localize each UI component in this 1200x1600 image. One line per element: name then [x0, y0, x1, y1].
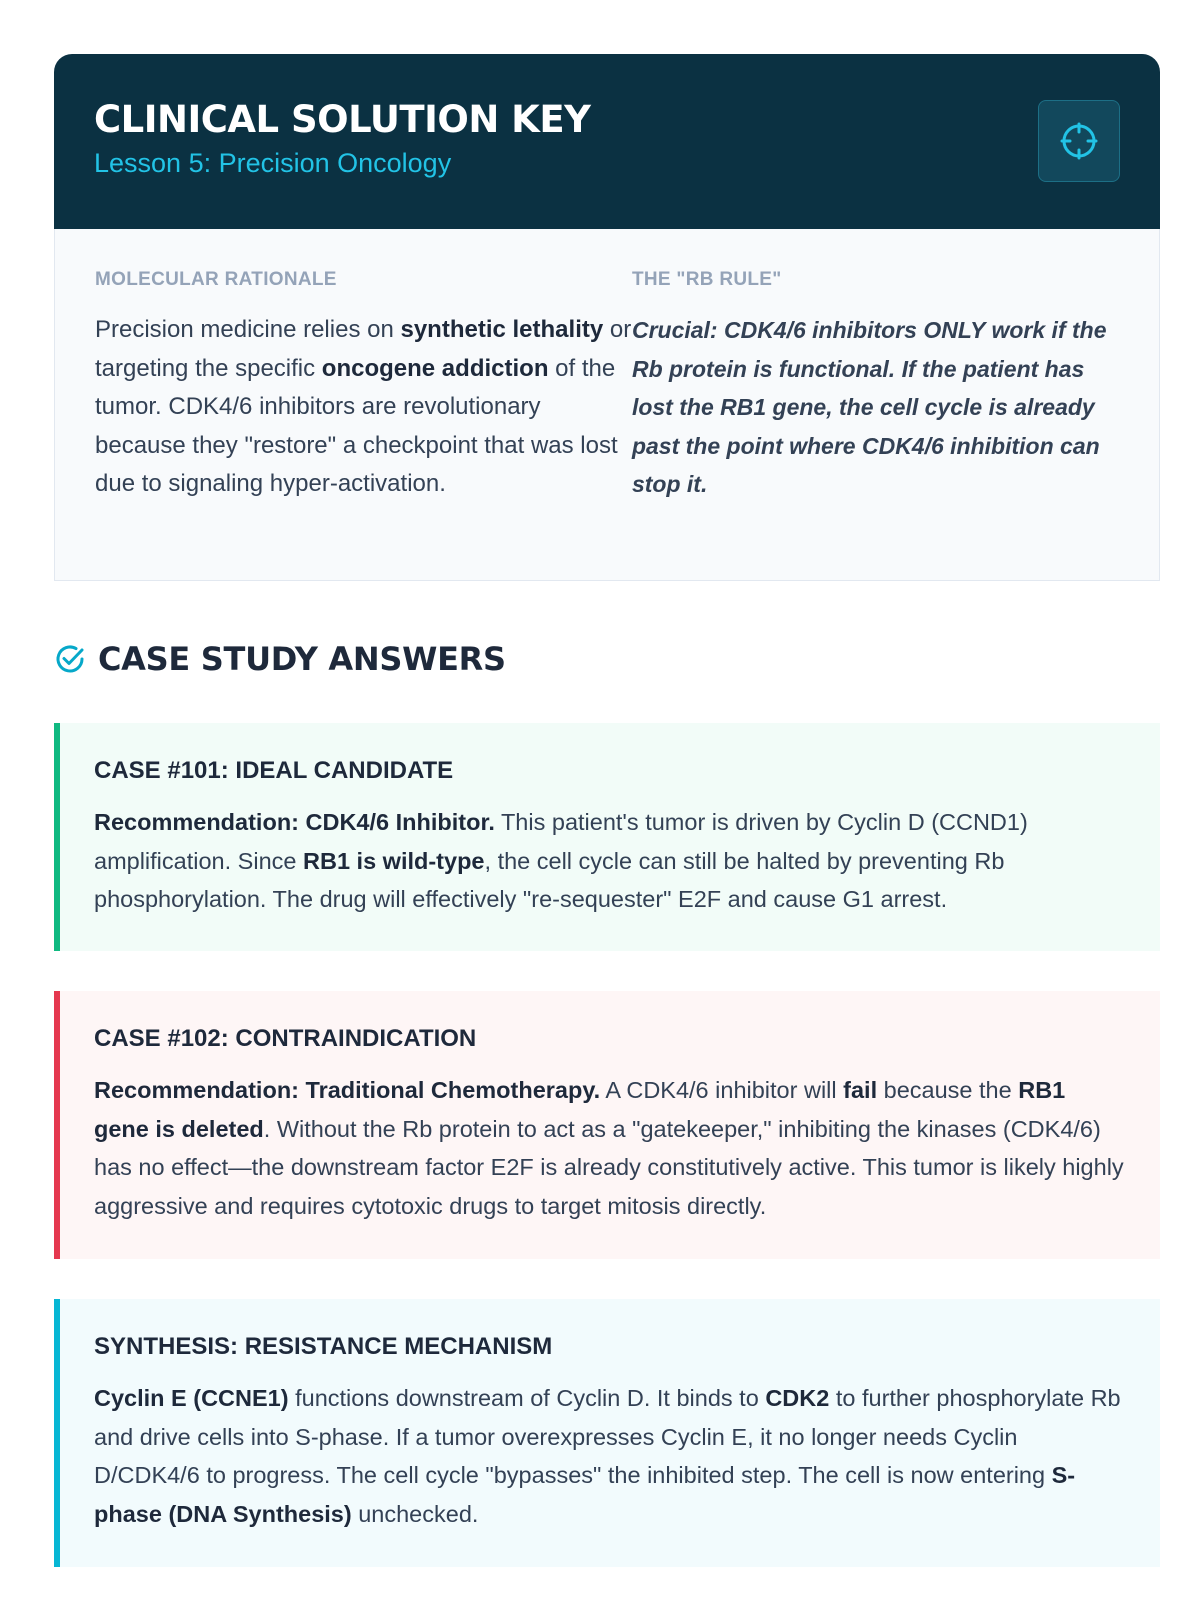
- check-circle-icon: [54, 643, 86, 675]
- case-101-heading: CASE #101: IDEAL CANDIDATE: [94, 757, 454, 784]
- molecular-rationale-heading: MOLECULAR RATIONALE: [95, 269, 337, 290]
- molecular-rationale: [95, 269, 632, 580]
- solution-key-page: [54, 54, 1160, 1567]
- rb-rule-heading: THE "RB RULE": [631, 269, 782, 290]
- synthesis-heading: SYNTHESIS: RESISTANCE MECHANISM: [94, 1333, 553, 1360]
- synthesis-card: [54, 1299, 1160, 1567]
- case-102-text: Recommendation: Traditional Chemotherapy. A CDK4/6 inhibitor will fail because the RB1 gene is deleted. Without the Rb protein to act as a "gatekeeper," inhibiting the kinases (CDK4/6) has no effect—the downstream factor E2F is already constitutively active. This tumor is likely highly aggressive and requires cytotoxic drugs to target mitosis directly.: [94, 1077, 1124, 1219]
- page-title: CLINICAL SOLUTION KEY: [94, 98, 591, 141]
- synthesis-text: Cyclin E (CCNE1) functions downstream of Cyclin D. It binds to CDK2 to further phosphorylate Rb and drive cells into S-phase. If a tumor overexpresses Cyclin E, it no longer needs Cyclin D/CDK4/6 to progress. The cell cycle "bypasses" the inhibited step. The cell is now entering S-phase (DNA Synthesis) unchecked.: [94, 1385, 1121, 1527]
- rb-rule: [632, 269, 1119, 580]
- header-banner: [54, 54, 1160, 229]
- rationale-panel: [54, 229, 1160, 581]
- rb-rule-text: Crucial: CDK4/6 inhibitors ONLY work if the Rb protein is functional. If the patient has lost the RB1 gene, the cell cycle is already past the point where CDK4/6 inhibition can stop it.: [631, 317, 1107, 497]
- case-study-section-title: [54, 639, 1160, 679]
- case-102-card: [54, 991, 1160, 1259]
- molecular-rationale-text: Precision medicine relies on synthetic lethality or targeting the specific oncogene addiction of the tumor. CDK4/6 inhibitors are revolutionary because they "restore" a checkpoint that was lost due to signaling hyper-activation.: [95, 316, 632, 497]
- crosshair-icon: [1059, 121, 1099, 161]
- lesson-subtitle: Lesson 5: Precision Oncology: [94, 148, 452, 178]
- section-title-text: CASE STUDY ANSWERS: [98, 640, 506, 678]
- case-101-card: [54, 723, 1160, 951]
- case-102-heading: CASE #102: CONTRAINDICATION: [94, 1025, 477, 1052]
- header-icon-button: [1038, 100, 1120, 182]
- case-101-text: Recommendation: CDK4/6 Inhibitor. This patient's tumor is driven by Cyclin D (CCND1) amplification. Since RB1 is wild-type, the cell cycle can still be halted by preventing Rb phosphorylation. The drug will effectively "re-sequester" E2F and cause G1 arrest.: [94, 809, 1028, 912]
